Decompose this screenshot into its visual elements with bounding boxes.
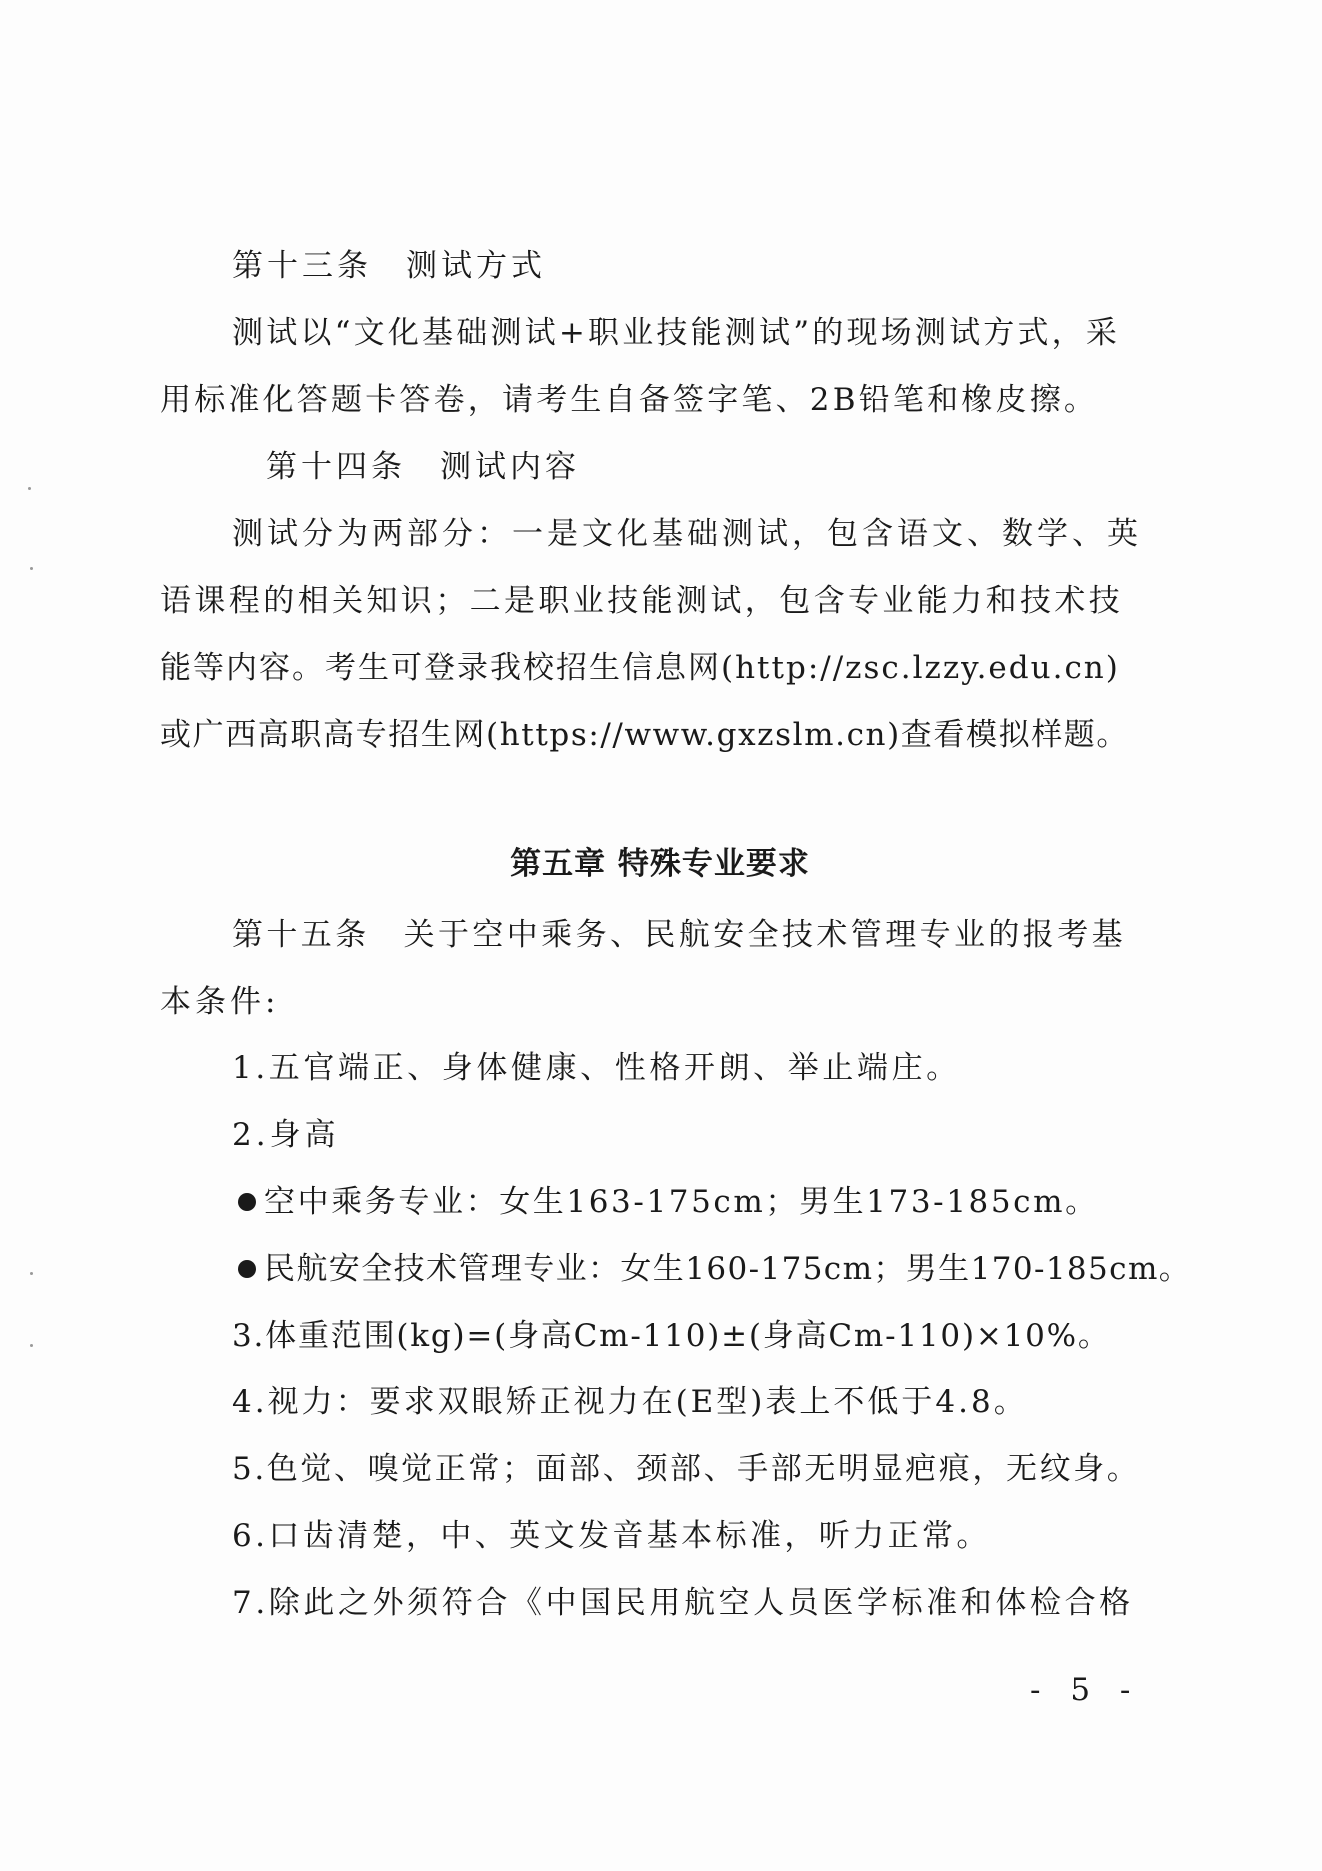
list-item: 6.口齿清楚，中、英文发音基本标准，听力正常。	[232, 1518, 991, 1554]
list-item: 2.身高	[232, 1117, 340, 1153]
bullet-icon	[238, 1260, 256, 1278]
article-title: 测试内容	[440, 449, 580, 485]
list-item: 7.除此之外须符合《中国民用航空人员医学标准和体检合格	[232, 1585, 1134, 1621]
paragraph-line: 用标准化答题卡答卷，请考生自备签字笔、2B铅笔和橡皮擦。	[160, 382, 1099, 418]
paragraph-line: 测试分为两部分：一是文化基础测试，包含语文、数学、英	[232, 516, 1142, 552]
scan-speck	[30, 1272, 33, 1275]
article-title: 测试方式	[406, 248, 546, 284]
article-text: 关于空中乘务、民航安全技术管理专业的报考基	[403, 917, 1127, 953]
scan-speck	[30, 567, 33, 570]
bullet-icon	[238, 1193, 256, 1211]
article-number: 第十三条	[232, 248, 372, 284]
scan-speck	[28, 487, 31, 490]
article-14-heading	[266, 447, 580, 487]
list-item: 5.色觉、嗅觉正常；面部、颈部、手部无明显疤痕，无纹身。	[232, 1451, 1141, 1487]
page-number: - 5 -	[1030, 1672, 1141, 1708]
paragraph-line: 语课程的相关知识；二是职业技能测试，包含专业能力和技术技	[160, 583, 1124, 619]
chapter-title: 第五章 特殊专业要求	[510, 846, 810, 882]
bullet-item	[238, 1182, 1099, 1222]
bullet-text: 民航安全技术管理专业：女生160-175cm；男生170-185cm。	[264, 1251, 1192, 1287]
article-15-heading	[232, 915, 1126, 955]
paragraph-line: 测试以“文化基础测试+职业技能测试”的现场测试方式，采	[232, 315, 1121, 351]
bullet-item	[238, 1249, 1191, 1289]
list-item: 1.五官端正、身体健康、性格开朗、举止端庄。	[232, 1050, 961, 1086]
paragraph-line: 本条件:	[160, 984, 280, 1020]
list-item: 4.视力：要求双眼矫正视力在(E型)表上不低于4.8。	[232, 1384, 1028, 1420]
scan-speck	[30, 1344, 33, 1347]
bullet-text: 空中乘务专业：女生163-175cm；男生173-185cm。	[264, 1184, 1099, 1220]
article-number: 第十五条	[232, 917, 370, 953]
article-13-heading	[232, 246, 546, 286]
paragraph-line: 或广西高职高专招生网(https://www.gxzslm.cn)查看模拟样题。	[160, 717, 1129, 753]
list-item: 3.体重范围(kg)=(身高Cm-110)±(身高Cm-110)×10%。	[232, 1318, 1111, 1354]
article-number: 第十四条	[266, 449, 406, 485]
paragraph-line: 能等内容。考生可登录我校招生信息网(http://zsc.lzzy.edu.cn)	[160, 650, 1120, 686]
